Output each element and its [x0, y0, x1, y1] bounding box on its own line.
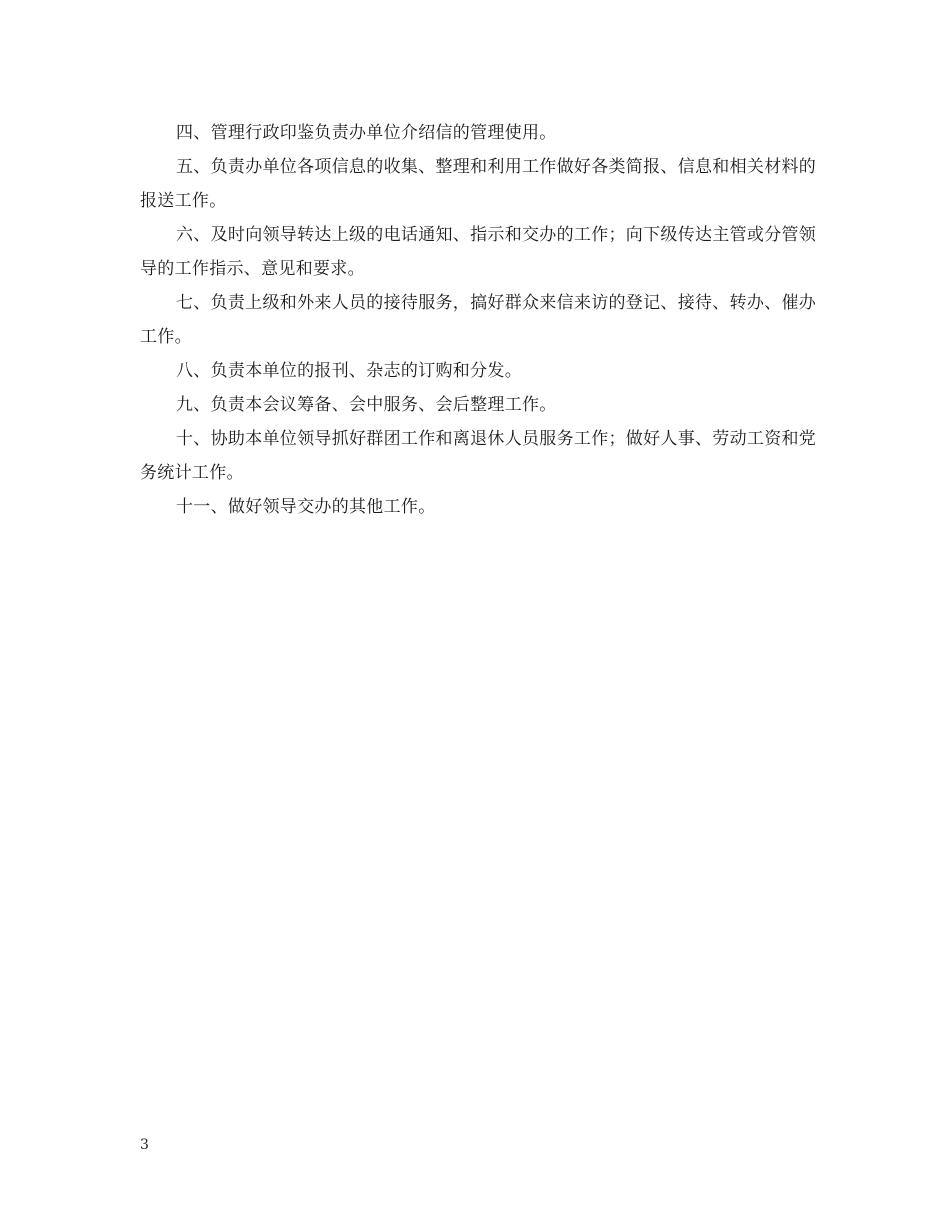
document-body [140, 116, 820, 524]
page-number: 3 [140, 1137, 149, 1153]
paragraph-item-9: 九、负责本会议筹备、会中服务、会后整理工作。 [176, 395, 557, 415]
paragraph-item-8: 八、负责本单位的报刊、杂志的订购和分发。 [176, 361, 522, 381]
paragraph-item-11: 十一、做好领导交办的其他工作。 [176, 497, 436, 517]
paragraph-item-6: 六、及时向领导转达上级的电话通知、指示和交办的工作；向下级传达主管或分管领导的工作指示、意见和要求。 [140, 225, 817, 279]
paragraph-item-5: 五、负责办单位各项信息的收集、整理和利用工作做好各类简报、信息和相关材料的报送工作。 [140, 157, 817, 211]
paragraph-item-10: 十、协助本单位领导抓好群团工作和离退休人员服务工作；做好人事、劳动工资和党务统计工作。 [140, 429, 817, 483]
paragraph-item-7: 七、负责上级和外来人员的接待服务，搞好群众来信来访的登记、接待、转办、催办工作。 [140, 293, 817, 347]
paragraph-item-4: 四、管理行政印鉴负责办单位介绍信的管理使用。 [176, 123, 557, 143]
